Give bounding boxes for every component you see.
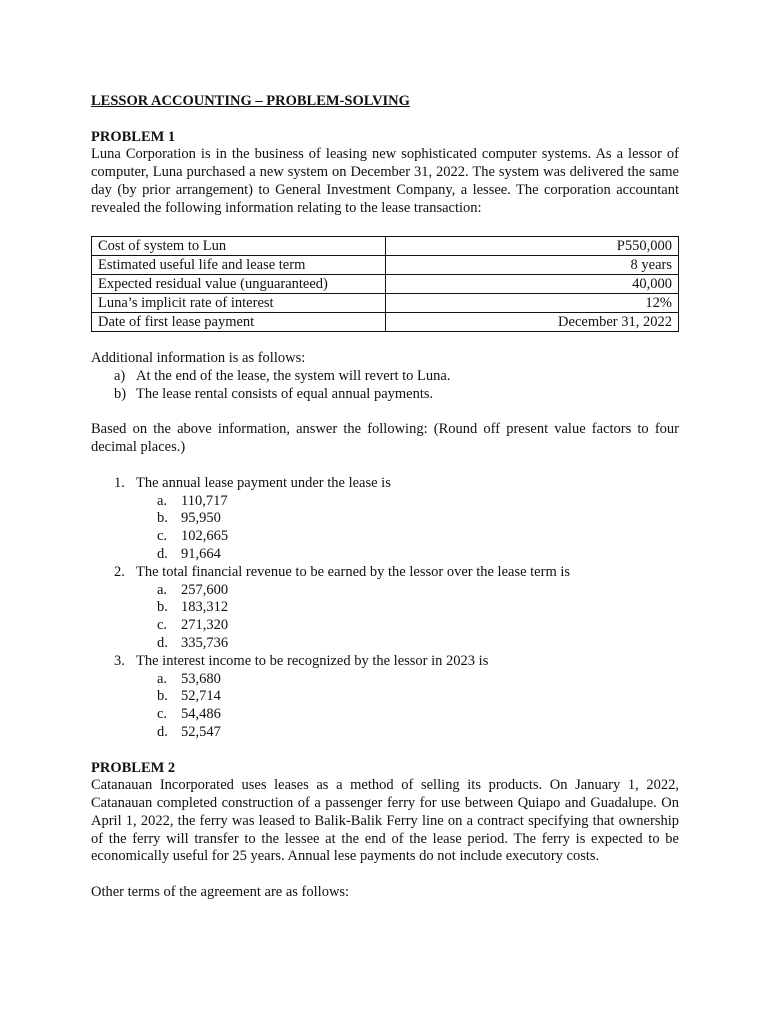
answer-option <box>91 493 679 511</box>
answer-option <box>91 528 679 546</box>
table-cell-label: Expected residual value (unguaranteed) <box>92 275 386 294</box>
option-text: 257,600 <box>181 581 229 598</box>
option-text: 52,547 <box>181 723 221 740</box>
problem-2-intro: Catanauan Incorporated uses leases as a method of selling its products. On January 1, 2022, Catanauan completed construction of a passenger ferry for use between Quiapo and Guadalupe. On April 1, 2022, the ferry was leased to Balik-Balik Ferry line on a contract specifying that ownership of the ferry will transfer to the lessee at the end of the lease period. The ferry is expected to be economically useful for 25 years. Annual lese payments do not include executory costs. <box>91 777 679 865</box>
option-text: 52,714 <box>181 688 221 705</box>
question-number: 2. <box>114 563 125 580</box>
instructions: Based on the above information, answer the following: (Round off present value factors to four decimal places.) <box>91 421 679 456</box>
option-text: 54,486 <box>181 706 221 723</box>
list-item-text: At the end of the lease, the system will revert to Luna. <box>136 367 451 384</box>
option-letter: c. <box>157 706 168 723</box>
option-letter: c. <box>157 617 168 634</box>
answer-option <box>91 599 679 617</box>
option-letter: b. <box>157 599 168 616</box>
option-text: 335,736 <box>181 634 229 651</box>
answer-option <box>91 582 679 600</box>
option-letter: a. <box>157 581 168 598</box>
document-content <box>91 93 679 902</box>
question-3 <box>91 653 679 742</box>
option-text: 53,680 <box>181 670 221 687</box>
table-cell-value: December 31, 2022 <box>386 313 679 332</box>
table-row <box>92 275 679 294</box>
list-item-text: The lease rental consists of equal annual payments. <box>136 385 434 402</box>
problem-1-heading: PROBLEM 1 <box>91 128 176 145</box>
option-text: 95,950 <box>181 510 221 527</box>
option-letter: d. <box>157 634 168 651</box>
table-cell-label: Luna’s implicit rate of interest <box>92 294 386 313</box>
other-terms-text: Other terms of the agreement are as follows: <box>91 884 350 901</box>
table-row <box>92 313 679 332</box>
list-marker: b) <box>114 385 127 402</box>
list-item <box>91 386 679 404</box>
option-text: 102,665 <box>181 528 229 545</box>
question-1 <box>91 475 679 564</box>
answer-option <box>91 724 679 742</box>
option-text: 110,717 <box>181 492 228 509</box>
table-row <box>92 237 679 256</box>
answer-option <box>91 510 679 528</box>
question-2 <box>91 564 679 653</box>
option-letter: d. <box>157 723 168 740</box>
additional-info-list <box>91 368 679 404</box>
option-letter: c. <box>157 528 168 545</box>
answer-option <box>91 706 679 724</box>
option-letter: d. <box>157 545 168 562</box>
answer-option <box>91 617 679 635</box>
answer-option <box>91 546 679 564</box>
additional-info-intro: Additional information is as follows: <box>91 350 306 367</box>
option-letter: a. <box>157 670 168 687</box>
table-cell-label: Estimated useful life and lease term <box>92 256 386 275</box>
list-item <box>91 368 679 386</box>
question-text: The total financial revenue to be earned by the lessor over the lease term is <box>136 563 571 580</box>
option-letter: b. <box>157 510 168 527</box>
option-text: 183,312 <box>181 599 229 616</box>
answer-options <box>136 671 679 742</box>
table-cell-label: Date of first lease payment <box>92 313 386 332</box>
answer-option <box>91 688 679 706</box>
option-letter: a. <box>157 492 168 509</box>
question-list <box>91 475 679 742</box>
document-title: LESSOR ACCOUNTING – PROBLEM-SOLVING <box>91 93 410 109</box>
question-text: The annual lease payment under the lease is <box>136 474 391 491</box>
table-cell-value: P550,000 <box>386 237 679 256</box>
lease-info-table <box>91 236 679 332</box>
question-number: 1. <box>114 474 125 491</box>
table-row <box>92 294 679 313</box>
table-cell-value: 40,000 <box>386 275 679 294</box>
list-marker: a) <box>114 367 126 384</box>
question-text: The interest income to be recognized by the lessor in 2023 is <box>136 652 489 669</box>
problem-1-intro: Luna Corporation is in the business of leasing new sophisticated computer systems. As a lessor of computer, Luna purchased a new system on December 31, 2022. The system was delivered the same day (by prior arrangement) to General Investment Company, a lessee. The corporation accountant revealed the following information relating to the lease transaction: <box>91 146 679 216</box>
table-row <box>92 256 679 275</box>
answer-options <box>136 582 679 653</box>
table-cell-value: 12% <box>386 294 679 313</box>
table-cell-value: 8 years <box>386 256 679 275</box>
problem-2-heading: PROBLEM 2 <box>91 759 176 776</box>
option-letter: b. <box>157 688 168 705</box>
answer-option <box>91 635 679 653</box>
option-text: 91,664 <box>181 545 221 562</box>
question-number: 3. <box>114 652 125 669</box>
table-cell-label: Cost of system to Lun <box>92 237 386 256</box>
answer-option <box>91 671 679 689</box>
option-text: 271,320 <box>181 617 229 634</box>
answer-options <box>136 493 679 564</box>
